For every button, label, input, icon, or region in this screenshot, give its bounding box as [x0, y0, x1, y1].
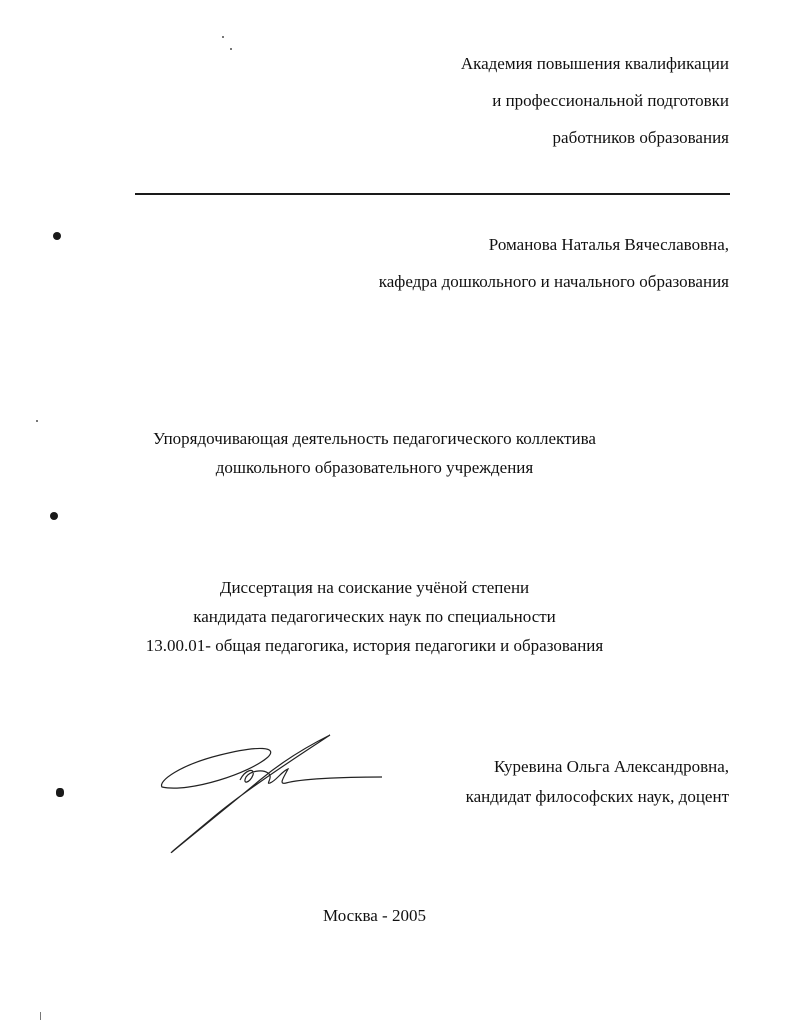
author-name: Романова Наталья Вячеславовна,: [488, 235, 729, 254]
supervisor-signature: [150, 725, 390, 860]
institution-line-1: Академия повышения квалификации: [460, 54, 729, 73]
institution-line-3: работников образования: [552, 128, 729, 147]
title-line-1: Упорядочивающая деятельность педагогического коллектива: [153, 429, 596, 448]
supervisor-name: Куревина Ольга Александровна,: [493, 757, 729, 776]
punch-hole-mark-3: [56, 788, 64, 797]
degree-line-3: 13.00.01- общая педагогика, история педагогики и образования: [145, 636, 604, 655]
supervisor-credentials: кандидат философских наук, доцент: [465, 787, 729, 806]
scan-speck: [222, 36, 224, 38]
header-divider: [135, 193, 730, 195]
punch-hole-mark-2: [50, 512, 58, 520]
author-department: кафедра дошкольного и начального образования: [378, 272, 729, 291]
title-line-2: дошкольного образовательного учреждения: [215, 458, 534, 477]
degree-line-2: кандидата педагогических наук по специальности: [193, 607, 556, 626]
scan-speck: [40, 1012, 41, 1020]
city-year: Москва - 2005: [323, 906, 426, 925]
scan-speck: [230, 48, 232, 50]
punch-hole-mark-1: [53, 232, 61, 240]
institution-line-2: и профессиональной подготовки: [492, 91, 729, 110]
degree-line-1: Диссертация на соискание учёной степени: [219, 578, 530, 597]
scan-speck: [36, 420, 38, 422]
